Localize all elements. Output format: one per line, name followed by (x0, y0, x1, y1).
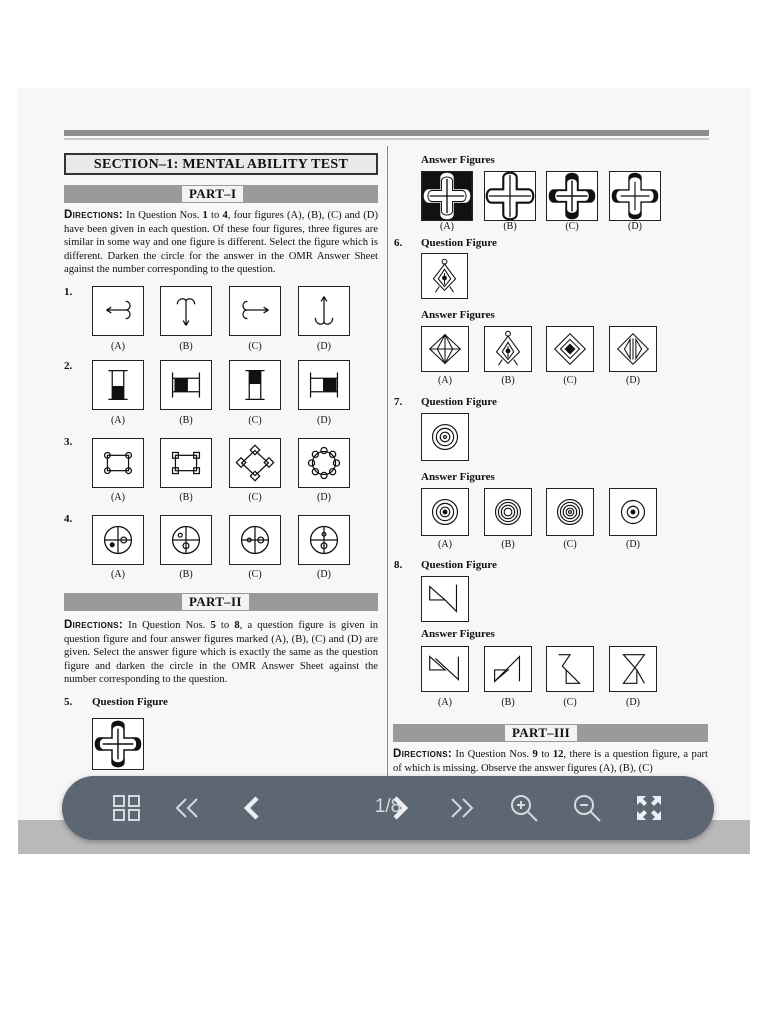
question-number: 5. (64, 696, 73, 708)
option-label: (B) (179, 341, 193, 352)
directions-number: 1 (202, 210, 208, 221)
q8-question-figure (421, 576, 469, 622)
q2-figure-b (160, 360, 212, 410)
part2-bar (64, 593, 378, 611)
q4-figure-c (229, 515, 281, 565)
question-number: 4. (64, 513, 73, 525)
q1-figure-b (160, 286, 212, 336)
q6-question-figure (421, 253, 468, 299)
q2-figure-a (92, 360, 144, 410)
q2-figure-c (229, 360, 281, 410)
answer-figures-label: Answer Figures (421, 309, 495, 321)
option-label: (A) (111, 569, 125, 580)
option-label: (C) (248, 341, 262, 352)
q4-figure-b (160, 515, 212, 565)
option-label: (B) (179, 415, 193, 426)
next-page-button[interactable] (380, 788, 420, 828)
part1-title: PART–I (182, 186, 243, 202)
part2-directions (64, 619, 378, 687)
directions-text: , there is a question figure, a part of which is missing. Observe the answer figures (A), (B), (C) (393, 749, 708, 774)
first-page-button[interactable] (167, 788, 207, 828)
q5-answer-d (609, 171, 661, 221)
part3-directions (393, 748, 708, 775)
next-page-icon (390, 795, 410, 821)
directions-lead: Directions: (393, 748, 452, 760)
option-label: (A) (111, 492, 125, 503)
q7-answer-d (609, 488, 657, 536)
option-label: (A) (438, 539, 452, 550)
page-indicator: 1/8 (374, 796, 402, 817)
zoom-out-button[interactable] (567, 788, 607, 828)
option-label: (A) (111, 415, 125, 426)
thumbnails-icon (112, 794, 142, 822)
q3-figure-d (298, 438, 350, 488)
question-figure-label: Question Figure (421, 396, 497, 408)
q5-question-figure (92, 718, 144, 770)
option-label: (A) (438, 375, 452, 386)
last-page-icon (449, 796, 475, 820)
q2-figure-d (298, 360, 350, 410)
q7-answer-b (484, 488, 532, 536)
option-label: (B) (501, 539, 515, 550)
option-label: (C) (563, 375, 577, 386)
first-page-icon (174, 796, 200, 820)
q1-figure-a (92, 286, 144, 336)
directions-text: , four figures (A), (B), (C) and (D) have been given in each question. Of these four figures, three figures are similar in some way and one figure is different. Select the figure which is different. Darken the circle for the answer in the OMR Answer Sheet against the number corresponding to the question. (64, 210, 378, 276)
q7-answer-c (546, 488, 594, 536)
q3-figure-b (160, 438, 212, 488)
answer-figures-label: Answer Figures (421, 471, 495, 483)
option-label: (B) (501, 697, 515, 708)
part1-bar (64, 185, 378, 203)
q8-answer-d (609, 646, 657, 692)
option-label: (D) (628, 221, 642, 232)
directions-text: to (537, 749, 553, 760)
question-figure-label: Question Figure (421, 559, 497, 571)
q6-answer-b (484, 326, 532, 372)
q8-answer-a (421, 646, 469, 692)
directions-text: In Question Nos. (123, 620, 211, 631)
option-label: (C) (565, 221, 579, 232)
q3-figure-c (229, 438, 281, 488)
fullscreen-icon (635, 794, 663, 822)
directions-number: 8 (234, 620, 240, 631)
question-number: 3. (64, 436, 73, 448)
directions-text: In Question Nos. (452, 749, 533, 760)
answer-figures-label: Answer Figures (421, 154, 495, 166)
directions-text: , a question figure is given in question figure and four answer figures marked (A), (B), (C) and (D) are given. Select the answer figure which is exactly the same as the question figure and darken the circle in the OMR Answer Sheet against the number corresponding to the question. (64, 620, 378, 686)
q6-answer-d (609, 326, 657, 372)
directions-text: In Question Nos. (123, 210, 203, 221)
option-label: (D) (626, 375, 640, 386)
directions-lead: Directions: (64, 619, 123, 631)
option-label: (D) (317, 492, 331, 503)
option-label: (A) (440, 221, 454, 232)
previous-page-button[interactable] (232, 788, 272, 828)
header-rule-thin (64, 138, 709, 140)
option-label: (D) (317, 415, 331, 426)
directions-text: to (215, 620, 235, 631)
question-number: 8. (394, 559, 403, 571)
option-label: (C) (248, 492, 262, 503)
q5-answer-a (421, 171, 473, 221)
q8-answer-c (546, 646, 594, 692)
q7-question-figure (421, 413, 469, 461)
zoom-in-button[interactable] (504, 788, 544, 828)
fullscreen-button[interactable] (629, 788, 669, 828)
q8-answer-b (484, 646, 532, 692)
part2-title: PART–II (182, 594, 249, 610)
q7-answer-a (421, 488, 469, 536)
q1-figure-c (229, 286, 281, 336)
option-label: (C) (563, 539, 577, 550)
q4-figure-d (298, 515, 350, 565)
q5-answer-c (546, 171, 598, 221)
q6-answer-a (421, 326, 469, 372)
zoom-out-icon (572, 793, 602, 823)
q6-answer-c (546, 326, 594, 372)
q3-figure-a (92, 438, 144, 488)
q5-answer-b (484, 171, 536, 221)
directions-number: 9 (532, 749, 538, 760)
option-label: (A) (111, 341, 125, 352)
directions-number: 5 (210, 620, 216, 631)
section-title: SECTION–1: MENTAL ABILITY TEST (64, 153, 378, 175)
question-number: 6. (394, 237, 403, 249)
option-label: (A) (438, 697, 452, 708)
directions-number: 12 (552, 749, 564, 760)
directions-number: 4 (222, 210, 228, 221)
directions-lead: Directions: (64, 209, 123, 221)
part1-directions (64, 209, 378, 277)
question-figure-label: Question Figure (421, 237, 497, 249)
option-label: (B) (501, 375, 515, 386)
question-figure-label: Question Figure (92, 696, 168, 708)
option-label: (D) (626, 697, 640, 708)
part3-title: PART–III (505, 725, 577, 741)
option-label: (B) (503, 221, 517, 232)
question-number: 7. (394, 396, 403, 408)
option-label: (D) (317, 341, 331, 352)
q1-figure-d (298, 286, 350, 336)
option-label: (B) (179, 569, 193, 580)
answer-figures-label: Answer Figures (421, 628, 495, 640)
q4-figure-a (92, 515, 144, 565)
option-label: (B) (179, 492, 193, 503)
part3-bar (393, 724, 708, 742)
previous-page-icon (242, 795, 262, 821)
option-label: (C) (563, 697, 577, 708)
option-label: (C) (248, 569, 262, 580)
option-label: (D) (626, 539, 640, 550)
column-divider (387, 146, 388, 776)
option-label: (D) (317, 569, 331, 580)
question-number: 1. (64, 286, 73, 298)
directions-text: to (207, 210, 223, 221)
thumbnails-button[interactable] (107, 788, 147, 828)
zoom-in-icon (509, 793, 539, 823)
header-rule (64, 130, 709, 136)
viewer-toolbar (62, 776, 714, 840)
option-label: (C) (248, 415, 262, 426)
last-page-button[interactable] (442, 788, 482, 828)
question-number: 2. (64, 360, 73, 372)
